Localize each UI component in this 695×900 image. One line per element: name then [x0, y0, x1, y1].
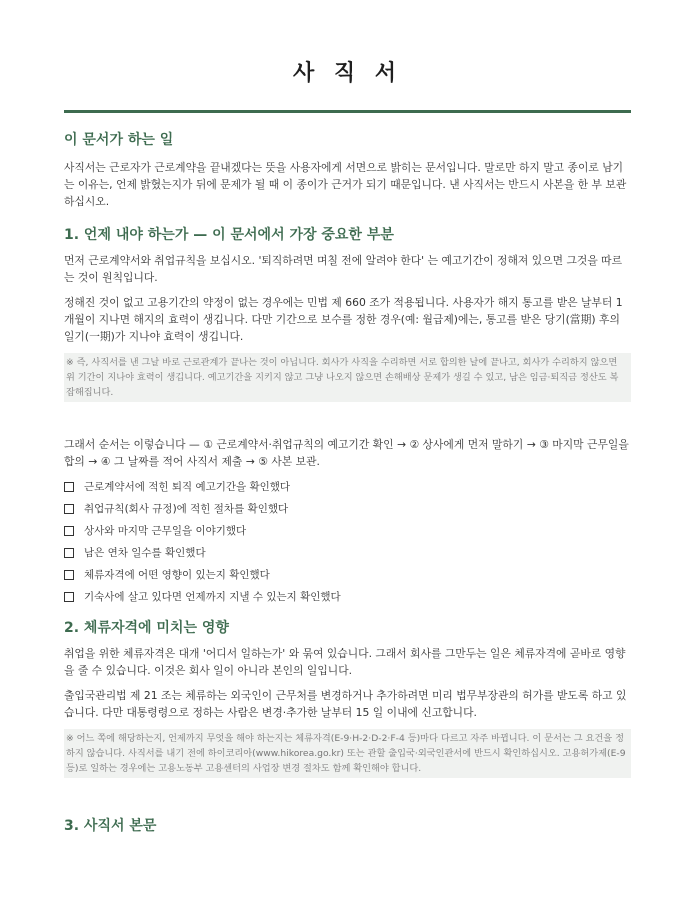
checklist-item-label: 기숙사에 살고 있다면 언제까지 지낼 수 있는지 확인했다 [84, 591, 341, 603]
section-1-sequence: 그래서 순서는 이렇습니다 — ① 근로계약서·취업규칙의 예고기간 확인 → ② 상사에게 먼저 말하기 → ③ 마지막 근무일을 합의 → ④ 그 날짜를 적어 사직서 제출 → ⑤ 사본 보관. [64, 438, 629, 468]
checklist-item-label: 근로계약서에 적힌 퇴직 예고기간을 확인했다 [84, 481, 291, 493]
section-1-heading: 1. 언제 내야 하는가 — 이 문서에서 가장 중요한 부분 [64, 227, 394, 243]
checkbox-icon[interactable] [64, 592, 74, 602]
document-body [64, 130, 631, 836]
section-1-paragraph-2: 정해진 것이 없고 고용기간의 약정이 없는 경우에는 민법 제 660 조가 적용됩니다. 사용자가 해지 통고를 받은 날부터 1 개월이 지나면 해지의 효력이 생깁니다. 다만 기간으로 보수를 정한 경우(예: 월급제)에는, 통고를 받은 당기(當期) 후의 일기(一期)가 지나야 효력이 생깁니다. [64, 296, 623, 343]
checklist-item-label: 상사와 마지막 근무일을 이야기했다 [84, 525, 247, 537]
checklist-item [64, 476, 631, 498]
section-1-paragraph-1: 먼저 근로계약서와 취업규칙을 보십시오. '퇴직하려면 며칠 전에 알려야 한다' 는 예고기간이 정해져 있으면 그것을 따르는 것이 원칙입니다. [64, 254, 623, 284]
checklist-item [64, 542, 631, 564]
checklist-item [64, 498, 631, 520]
checklist-item [64, 520, 631, 542]
checklist-item [64, 564, 631, 586]
section-3 [64, 816, 631, 836]
checklist-item [64, 586, 631, 608]
section-2-note: ※ 어느 쪽에 해당하는지, 언제까지 무엇을 해야 하는지는 체류자격(E-9·H-2·D-2·F-4 등)마다 다르고 자주 바뀝니다. 이 문서는 그 요건을 정하지 않습니다. 사직서를 내기 전에 하이코리아(www.hikorea.go.kr) 또는 관할 출입국·외국인관서에 반드시 확인하십시오. 고용허가제(E-9 등)로 일하는 경우에는 고용노동부 고용센터의 사업장 변경 절차도 함께 확인해야 합니다. [64, 729, 631, 778]
checkbox-icon[interactable] [64, 548, 74, 558]
checkbox-icon[interactable] [64, 482, 74, 492]
checkbox-icon[interactable] [64, 526, 74, 536]
section-2 [64, 618, 631, 778]
checklist [64, 476, 631, 608]
section-3-heading: 3. 사직서 본문 [64, 818, 157, 834]
intro-section [64, 130, 631, 210]
intro-heading: 이 문서가 하는 일 [64, 132, 174, 148]
checklist-item-label: 체류자격에 어떤 영향이 있는지 확인했다 [84, 569, 270, 581]
section-2-heading: 2. 체류자격에 미치는 영향 [64, 620, 229, 636]
checkbox-icon[interactable] [64, 504, 74, 514]
section-1-note: ※ 즉, 사직서를 낸 그날 바로 근로관계가 끝나는 것이 아닙니다. 회사가 사직을 수리하면 서로 합의한 날에 끝나고, 회사가 수리하지 않으면 위 기간이 지나야 효력이 생깁니다. 예고기간을 지키지 않고 그냥 나오지 않으면 손해배상 문제가 생길 수 있고, 남은 임금·퇴직금 정산도 복잡해집니다. [64, 353, 631, 402]
intro-paragraph: 사직서는 근로자가 근로계약을 끝내겠다는 뜻을 사용자에게 서면으로 밝히는 문서입니다. 말로만 하지 말고 종이로 남기는 이유는, 언제 밝혔는지가 뒤에 문제가 될 때 이 종이가 근거가 되기 때문입니다. 낸 사직서는 반드시 사본을 한 부 보관하십시오. [64, 161, 627, 208]
section-1 [64, 225, 631, 608]
checklist-item-label: 남은 연차 일수를 확인했다 [84, 547, 206, 559]
checklist-item-label: 취업규칙(회사 규정)에 적힌 절차를 확인했다 [84, 503, 289, 515]
checkbox-icon[interactable] [64, 570, 74, 580]
document-title: 사 직 서 [292, 61, 403, 86]
section-2-paragraph-1: 취업을 위한 체류자격은 대개 '어디서 일하는가' 와 묶여 있습니다. 그래서 회사를 그만두는 일은 체류자격에 곧바로 영향을 줄 수 있습니다. 이것은 회사 일이 아니라 본인의 일입니다. [64, 647, 626, 677]
section-2-paragraph-2: 출입국관리법 제 21 조는 체류하는 외국인이 근무처를 변경하거나 추가하려면 미리 법무부장관의 허가를 받도록 하고 있습니다. 다만 대통령령으로 정하는 사람은 변경·추가한 날부터 15 일 이내에 신고합니다. [64, 689, 627, 719]
title-divider [64, 110, 631, 113]
